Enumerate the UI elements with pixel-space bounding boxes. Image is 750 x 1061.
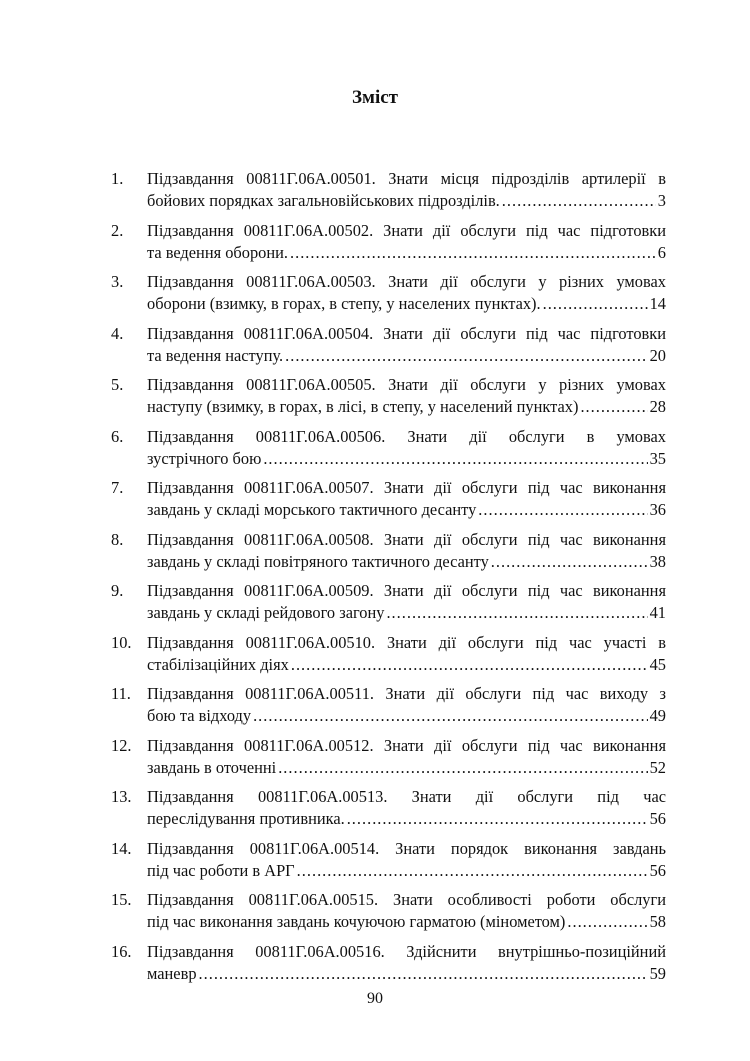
toc-dot-leader: [478, 499, 647, 521]
toc-entry-title: Підзавдання 00811Г.06А.00516. Здійснити внутрішньо-позиційний: [147, 941, 666, 961]
table-of-contents: [111, 168, 666, 992]
toc-entry-continuation-row: [147, 499, 666, 521]
toc-entry-continuation-row: [147, 654, 666, 676]
toc-entry-body: [147, 374, 666, 418]
toc-entry: [111, 426, 666, 472]
toc-entry-number: 15.: [111, 890, 132, 909]
toc-entry-page: 20: [649, 345, 666, 365]
toc-entry-title: Підзавдання 00811Г.06А.00513. Знати дії обслуги під час: [147, 787, 666, 806]
toc-dot-leader: [502, 190, 656, 212]
toc-entry-number: 16.: [111, 941, 132, 961]
toc-entry-title: Підзавдання 00811Г.06А.00512. Знати дії обслуги під час виконання: [147, 735, 666, 755]
toc-entry-number: 10.: [111, 632, 132, 652]
toc-entry-body: [147, 220, 666, 264]
toc-entry: [111, 683, 666, 729]
toc-entry-title: Підзавдання 00811Г.06А.00509. Знати дії обслуги під час виконання: [147, 581, 666, 600]
toc-entry-title: Підзавдання 00811Г.06А.00510. Знати дії обслуги під час участі в: [147, 632, 666, 652]
toc-entry-continuation-row: [147, 705, 666, 727]
toc-dot-leader: [347, 808, 648, 830]
toc-dot-leader: [253, 705, 648, 727]
toc-entry-title-continuation: завдань у складі повітряного тактичного десанту: [147, 551, 489, 571]
toc-entry-continuation-row: [147, 242, 666, 264]
toc-entry-page: 45: [649, 654, 666, 674]
toc-entry-number: 13.: [111, 787, 132, 806]
toc-entry-title: Підзавдання 00811Г.06А.00515. Знати особливості роботи обслуги: [147, 890, 666, 909]
toc-entry: [111, 580, 666, 626]
toc-entry: [111, 168, 666, 214]
toc-entry-page: 59: [649, 963, 666, 983]
toc-entry-title: Підзавдання 00811Г.06А.00505. Знати дії обслуги у різних умовах: [147, 375, 666, 394]
toc-entry-title-continuation: переслідування противника.: [147, 809, 345, 828]
toc-entry-continuation-row: [147, 911, 666, 933]
toc-entry-continuation-row: [147, 860, 666, 882]
toc-entry-continuation-row: [147, 963, 666, 985]
toc-entry: [111, 786, 666, 832]
toc-entry: [111, 735, 666, 781]
toc-entry-page: 6: [657, 242, 666, 262]
toc-entry: [111, 632, 666, 678]
toc-entry-title-continuation: бою та відходу: [147, 706, 252, 725]
toc-entry: [111, 271, 666, 317]
toc-entry: [111, 220, 666, 266]
toc-entry-number: 5.: [111, 375, 124, 394]
toc-entry-title-continuation: зустрічного бою: [147, 448, 262, 468]
toc-dot-leader: [285, 345, 647, 367]
toc-entry: [111, 941, 666, 987]
toc-entry-body: [147, 683, 666, 727]
toc-entry-page: 58: [649, 912, 666, 931]
toc-entry: [111, 374, 666, 420]
toc-entry-title-continuation: та ведення наступу.: [147, 345, 284, 365]
toc-entry-title: Підзавдання 00811Г.06А.00511. Знати дії обслуги під час виходу з: [147, 684, 666, 703]
toc-entry-number: 6.: [111, 426, 124, 446]
toc-entry-page: 38: [649, 551, 666, 571]
toc-entry-number: 4.: [111, 323, 124, 343]
toc-entry-page: 49: [649, 706, 666, 725]
toc-entry-title-continuation: стабілізаційних діях: [147, 654, 289, 674]
toc-entry-title-continuation: та ведення оборони.: [147, 242, 288, 262]
toc-entry-number: 14.: [111, 838, 132, 858]
toc-entry-continuation-row: [147, 808, 666, 830]
toc-entry-title: Підзавдання 00811Г.06А.00506. Знати дії обслуги в умовах: [147, 426, 666, 446]
toc-entry-page: 28: [649, 397, 666, 416]
toc-dot-leader: [567, 911, 647, 933]
toc-dot-leader: [199, 963, 648, 985]
toc-entry-title-continuation: завдань у складі морського тактичного десанту: [147, 500, 477, 519]
toc-entry-body: [147, 580, 666, 624]
toc-entry-page: 14: [649, 294, 666, 313]
toc-entry-title-continuation: завдань в оточенні: [147, 757, 277, 777]
toc-entry-title: Підзавдання 00811Г.06А.00503. Знати дії обслуги у різних умовах: [147, 272, 666, 291]
toc-entry-body: [147, 786, 666, 830]
toc-entry-number: 2.: [111, 220, 124, 240]
toc-entry-number: 9.: [111, 581, 124, 600]
toc-entry: [111, 477, 666, 523]
toc-entry-body: [147, 529, 666, 573]
toc-entry: [111, 838, 666, 884]
toc-entry-title: Підзавдання 00811Г.06А.00502. Знати дії обслуги під час підготовки: [147, 220, 666, 240]
toc-entry-body: [147, 323, 666, 367]
toc-entry-continuation-row: [147, 448, 666, 470]
toc-entry-body: [147, 271, 666, 315]
toc-entry-continuation-row: [147, 551, 666, 573]
toc-entry-body: [147, 477, 666, 521]
toc-entry-page: 41: [649, 603, 666, 622]
toc-dot-leader: [291, 654, 648, 676]
toc-dot-leader: [386, 602, 647, 624]
toc-entry-title-continuation: оборони (взимку, в горах, в степу, у населених пунктах).: [147, 294, 541, 313]
toc-dot-leader: [290, 242, 656, 264]
toc-entry-title: Підзавдання 00811Г.06А.00507. Знати дії обслуги під час виконання: [147, 478, 666, 497]
toc-entry-continuation-row: [147, 396, 666, 418]
toc-entry-title-continuation: бойових порядках загальновійськових підрозділів.: [147, 191, 500, 210]
toc-entry-title-continuation: наступу (взимку, в горах, в лісі, в степу, у населений пунктах): [147, 397, 579, 416]
toc-entry-body: [147, 889, 666, 933]
toc-entry-continuation-row: [147, 602, 666, 624]
toc-dot-leader: [297, 860, 648, 882]
toc-entry: [111, 323, 666, 369]
toc-entry-page: 56: [649, 860, 666, 880]
toc-entry-title: Підзавдання 00811Г.06А.00514. Знати порядок виконання завдань: [147, 838, 666, 858]
toc-entry-body: [147, 838, 666, 882]
toc-entry-continuation-row: [147, 190, 666, 212]
toc-entry: [111, 529, 666, 575]
toc-entry-title-continuation: завдань у складі рейдового загону: [147, 603, 385, 622]
toc-entry-continuation-row: [147, 757, 666, 779]
toc-entry-number: 11.: [111, 684, 131, 703]
page-title: Зміст: [351, 87, 398, 108]
toc-entry-page: 35: [649, 448, 666, 468]
toc-entry-page: 36: [649, 500, 666, 519]
toc-entry-continuation-row: [147, 293, 666, 315]
toc-entry-continuation-row: [147, 345, 666, 367]
page-number: 90: [367, 990, 383, 1007]
toc-entry-number: 7.: [111, 478, 124, 497]
toc-entry-body: [147, 168, 666, 212]
toc-entry-title: Підзавдання 00811Г.06А.00508. Знати дії обслуги під час виконання: [147, 529, 666, 549]
toc-dot-leader: [580, 396, 647, 418]
toc-entry: [111, 889, 666, 935]
toc-entry-body: [147, 632, 666, 676]
toc-entry-number: 8.: [111, 529, 124, 549]
toc-dot-leader: [263, 448, 647, 470]
toc-entry-title: Підзавдання 00811Г.06А.00501. Знати місця підрозділів артилерії в: [147, 169, 666, 188]
toc-entry-body: [147, 426, 666, 470]
toc-dot-leader: [543, 293, 648, 315]
toc-entry-page: 56: [649, 809, 666, 828]
toc-entry-number: 3.: [111, 272, 124, 291]
toc-entry-number: 12.: [111, 735, 132, 755]
toc-entry-title-continuation: під час виконання завдань кочуючою гарматою (мінометом): [147, 912, 566, 931]
toc-entry-title-continuation: маневр: [147, 963, 197, 983]
toc-dot-leader: [491, 551, 648, 573]
toc-entry-title-continuation: під час роботи в АРГ: [147, 860, 295, 880]
toc-entry-body: [147, 735, 666, 779]
toc-entry-title: Підзавдання 00811Г.06А.00504. Знати дії обслуги під час підготовки: [147, 323, 666, 343]
toc-entry-body: [147, 941, 666, 985]
toc-entry-number: 1.: [111, 169, 124, 188]
toc-entry-page: 52: [649, 757, 666, 777]
toc-entry-page: 3: [657, 191, 666, 210]
toc-dot-leader: [278, 757, 647, 779]
